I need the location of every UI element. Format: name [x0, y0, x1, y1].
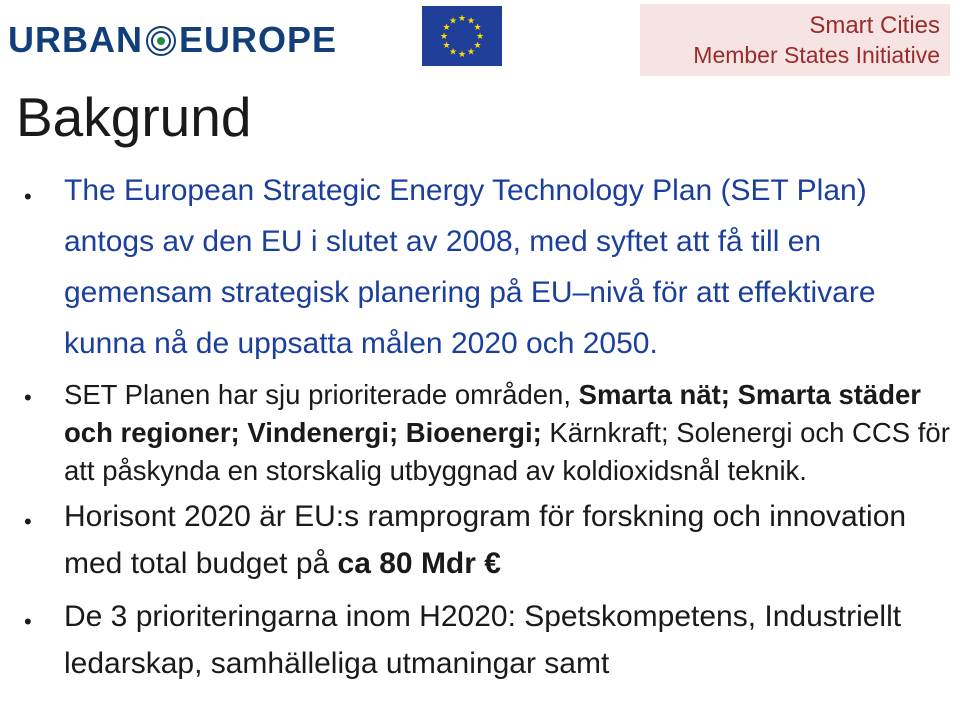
bullet-dot-icon: • [24, 184, 32, 209]
bullet-text [64, 379, 950, 486]
svg-text:★: ★ [466, 47, 476, 58]
svg-text:★: ★ [475, 32, 485, 42]
svg-text:★: ★ [439, 32, 449, 42]
svg-text:★: ★ [442, 23, 451, 33]
bullet-text-bold: Smarta nät; Smarta städer och regioner; Vindenergi; Bioenergi; [64, 379, 921, 448]
bullet-item-priority-areas [20, 376, 955, 490]
svg-text:★: ★ [457, 14, 467, 24]
bullet-text-bold: ca 80 Mdr € [337, 547, 501, 580]
bullet-item-horizon-2020 [20, 496, 955, 590]
smart-cities-line2: Member States Initiative [693, 42, 940, 68]
bullet-item-set-plan [20, 168, 955, 372]
bullet-text-part: Horisont 2020 är EU:s ramprogram för forskning och innovation med total budget på [64, 500, 907, 580]
slide-title: Bakgrund [16, 86, 252, 148]
bullet-item-h2020-priorities [20, 596, 955, 690]
bullet-text: The European Strategic Energy Technology Plan (SET Plan) antogs av den EU i slutet av 2008, med syftet att få till en gemensam strategisk planering på EU–nivå för att effektivare kunna nå de uppsatta målen 2020 och 2050. [64, 174, 876, 360]
bullet-dot-icon: • [24, 509, 32, 534]
svg-text:★: ★ [448, 16, 458, 27]
bullet-text-part: SET Planen har sju prioriterade områden, [64, 379, 579, 410]
svg-text:★: ★ [442, 41, 451, 51]
smart-cities-line1: Smart Cities [809, 12, 940, 39]
urban-logo-left-text: URBAN [8, 19, 143, 60]
bullet-dot-icon: • [24, 609, 32, 634]
urban-logo-right-text: EUROPE [179, 19, 338, 60]
svg-text:★: ★ [457, 50, 467, 60]
svg-text:★: ★ [473, 41, 482, 51]
bullet-list [20, 168, 955, 690]
bullet-text-part: Kärnkraft; Solenergi och CCS för att påskynda en storskalig utbyggnad av koldioxidsnål teknik. [64, 417, 950, 486]
bullet-dot-icon: • [24, 385, 32, 410]
eu-flag-icon [422, 6, 502, 66]
svg-text:★: ★ [466, 16, 476, 27]
smart-cities-logo [640, 4, 950, 76]
bullet-text [64, 500, 906, 580]
globe-icon [145, 24, 177, 56]
svg-text:★: ★ [473, 23, 482, 33]
svg-text:★: ★ [448, 47, 458, 58]
bullet-text: De 3 prioriteringarna inom H2020: Spetskompetens, Industriellt ledarskap, samhälleliga utmaningar samt [64, 600, 902, 680]
urban-europe-logo [8, 18, 338, 62]
